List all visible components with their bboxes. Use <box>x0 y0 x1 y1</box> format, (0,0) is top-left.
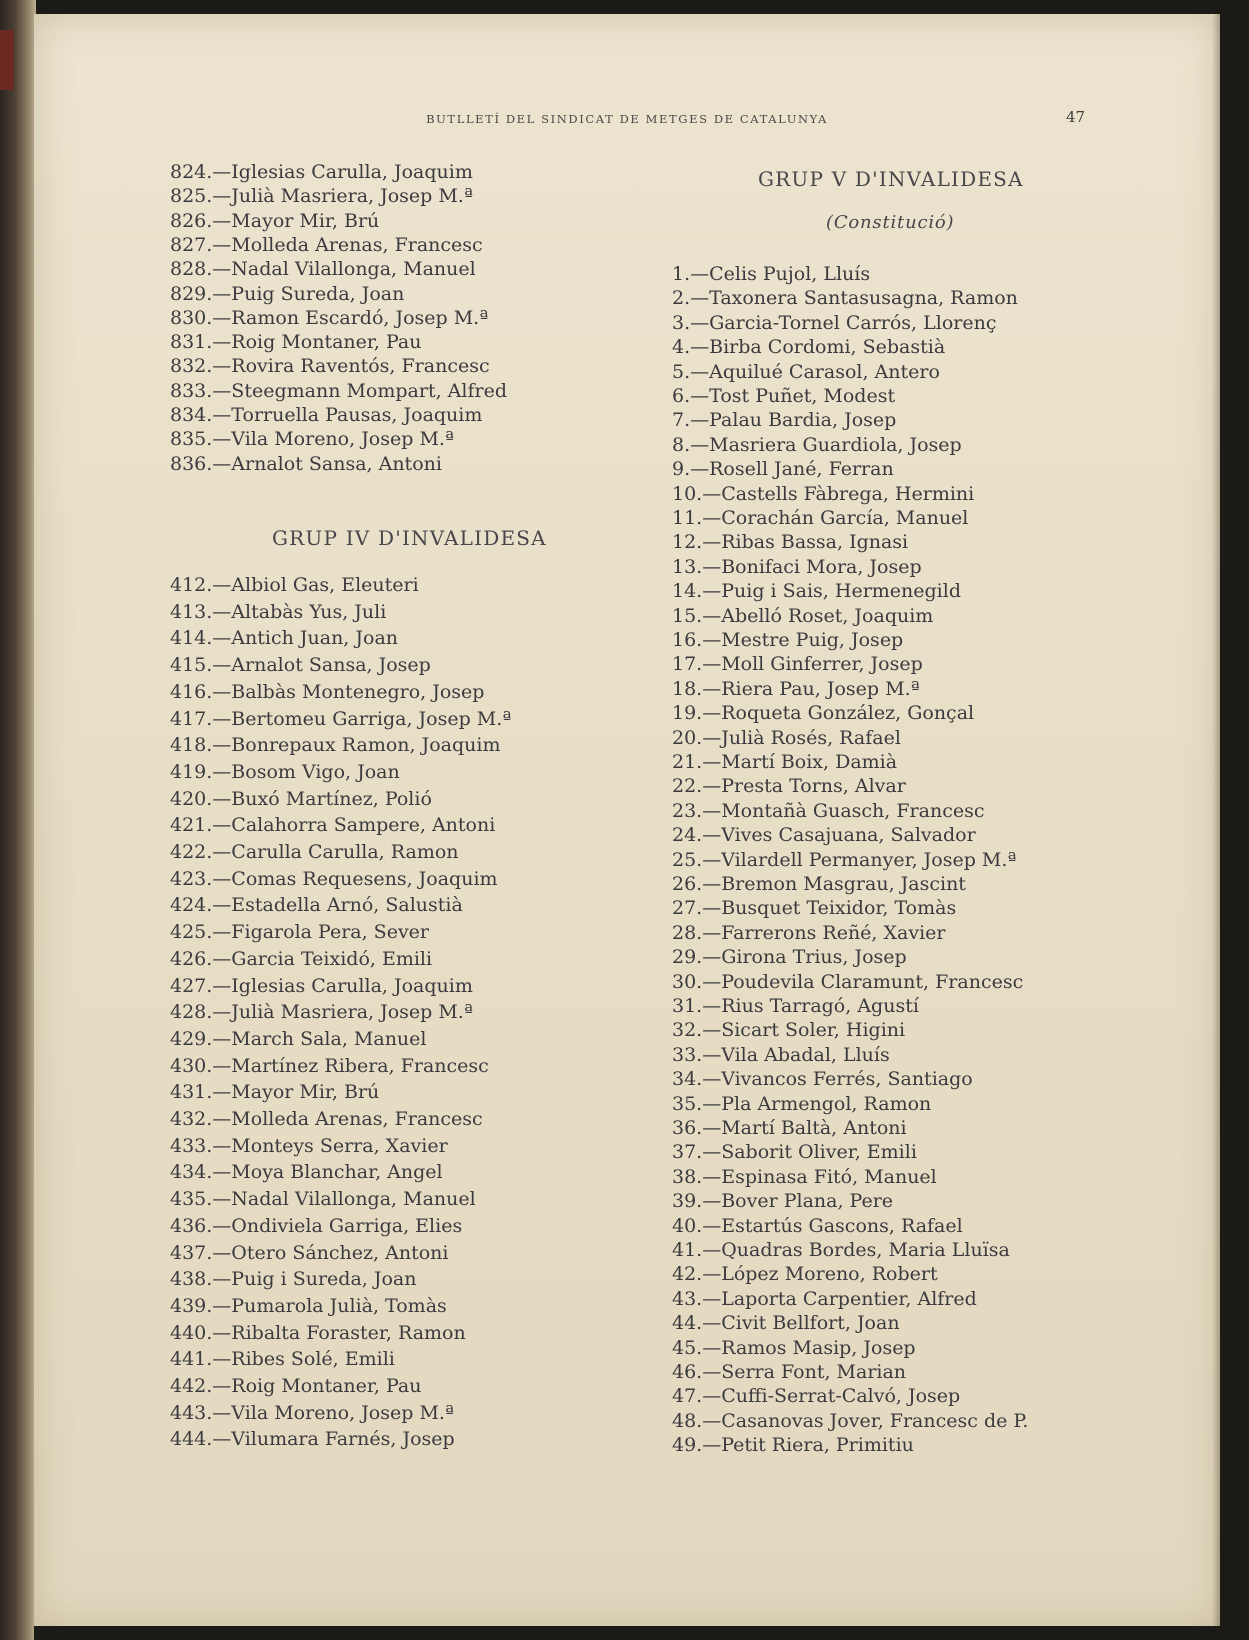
list-entry: 26.—Bremon Masgrau, Jascint <box>672 873 966 895</box>
list-entry: 440.—Ribalta Foraster, Ramon <box>170 1321 466 1344</box>
list-entry: 439.—Pumarola Julià, Tomàs <box>170 1294 447 1317</box>
book-spine-edge <box>0 0 36 1640</box>
list-entry: 434.—Moya Blanchar, Angel <box>170 1161 443 1184</box>
list-entry: 9.—Rosell Jané, Ferran <box>672 458 894 481</box>
list-entry: 18.—Riera Pau, Josep M.ª <box>672 677 920 700</box>
spine-binding-stripe <box>0 30 14 90</box>
list-entry: 32.—Sicart Soler, Higini <box>672 1019 906 1042</box>
list-entry: 38.—Espinasa Fitó, Manuel <box>672 1165 937 1188</box>
list-entry: 419.—Bosom Vigo, Joan <box>170 760 400 783</box>
list-entry: 49.—Petit Riera, Primitiu <box>672 1434 914 1457</box>
running-header-title: BUTLLETÍ DEL SINDICAT DE METGES DE CATALUNYA <box>426 112 828 126</box>
group-v-subheading: (Constitució) <box>826 212 955 233</box>
list-entry: 30.—Poudevila Claramunt, Francesc <box>672 970 1024 993</box>
list-entry: 43.—Laporta Carpentier, Alfred <box>672 1287 977 1310</box>
list-entry: 421.—Calahorra Sampere, Antoni <box>170 814 496 837</box>
list-entry: 827.—Molleda Arenas, Francesc <box>170 233 483 256</box>
list-entry: 432.—Molleda Arenas, Francesc <box>170 1108 483 1130</box>
group-v-heading: GRUP V D'INVALIDESA <box>758 167 1024 191</box>
page-edge-shadow <box>1212 14 1220 1626</box>
list-entry: 31.—Rius Tarragó, Agustí <box>672 995 919 1017</box>
list-entry: 44.—Civit Bellfort, Joan <box>672 1312 900 1335</box>
list-entry: 424.—Estadella Arnó, Salustià <box>170 894 463 917</box>
list-entry: 37.—Saborit Oliver, Emili <box>672 1141 917 1164</box>
list-entry: 412.—Albiol Gas, Eleuteri <box>170 574 419 596</box>
list-entry: 834.—Torruella Pausas, Joaquim <box>170 404 483 426</box>
list-entry: 13.—Bonifaci Mora, Josep <box>672 555 922 578</box>
list-entry: 47.—Cuffi-Serrat-Calvó, Josep <box>672 1385 961 1408</box>
list-entry: 836.—Arnalot Sansa, Antoni <box>170 452 442 475</box>
list-entry: 435.—Nadal Vilallonga, Manuel <box>170 1188 476 1211</box>
page-number: 47 <box>1066 108 1086 126</box>
list-entry: 832.—Rovira Raventós, Francesc <box>170 355 490 378</box>
list-entry: 2.—Taxonera Santasusagna, Ramon <box>672 287 1018 310</box>
list-entry: 826.—Mayor Mir, Brú <box>170 209 380 232</box>
group-iv-heading: GRUP IV D'INVALIDESA <box>272 526 547 550</box>
list-entry: 40.—Estartús Gascons, Rafael <box>672 1214 963 1237</box>
list-entry: 27.—Busquet Teixidor, Tomàs <box>672 897 957 920</box>
list-entry: 46.—Serra Font, Marian <box>672 1361 907 1383</box>
list-entry: 426.—Garcia Teixidó, Emili <box>170 947 433 970</box>
list-entry: 425.—Figarola Pera, Sever <box>170 921 430 944</box>
list-entry: 443.—Vila Moreno, Josep M.ª <box>170 1401 454 1424</box>
list-entry: 15.—Abelló Roset, Joaquim <box>672 604 934 627</box>
list-entry: 437.—Otero Sánchez, Antoni <box>170 1241 449 1264</box>
list-entry: 438.—Puig i Sureda, Joan <box>170 1268 417 1291</box>
list-entry: 422.—Carulla Carulla, Ramon <box>170 841 459 863</box>
list-entry: 431.—Mayor Mir, Brú <box>170 1081 380 1104</box>
list-entry: 423.—Comas Requesens, Joaquim <box>170 867 498 890</box>
list-entry: 824.—Iglesias Carulla, Joaquim <box>170 161 473 183</box>
list-entry: 413.—Altabàs Yus, Juli <box>170 600 387 623</box>
list-entry: 36.—Martí Baltà, Antoni <box>672 1117 907 1139</box>
list-entry: 433.—Monteys Serra, Xavier <box>170 1134 448 1157</box>
list-entry: 19.—Roqueta González, Gonçal <box>672 702 975 725</box>
list-entry: 830.—Ramon Escardó, Josep M.ª <box>170 306 489 329</box>
list-entry: 429.—March Sala, Manuel <box>170 1027 427 1050</box>
list-entry: 3.—Garcia-Tornel Carrós, Llorenç <box>672 311 997 334</box>
list-entry: 16.—Mestre Puig, Josep <box>672 629 904 651</box>
list-entry: 833.—Steegmann Mompart, Alfred <box>170 379 507 402</box>
list-entry: 1.—Celis Pujol, Lluís <box>672 263 871 285</box>
list-entry: 12.—Ribas Bassa, Ignasi <box>672 531 909 554</box>
list-entry: 416.—Balbàs Montenegro, Josep <box>170 680 485 703</box>
list-entry: 436.—Ondiviela Garriga, Elies <box>170 1214 463 1237</box>
list-entry: 14.—Puig i Sais, Hermenegild <box>672 580 961 603</box>
list-entry: 20.—Julià Rosés, Rafael <box>672 726 901 749</box>
list-entry: 45.—Ramos Masip, Josep <box>672 1336 916 1359</box>
list-entry: 442.—Roig Montaner, Pau <box>170 1375 422 1397</box>
list-entry: 41.—Quadras Bordes, Maria Lluïsa <box>672 1239 1010 1261</box>
list-entry: 428.—Julià Masriera, Josep M.ª <box>170 1001 473 1024</box>
list-entry: 29.—Girona Trius, Josep <box>672 946 907 969</box>
list-entry: 33.—Vila Abadal, Lluís <box>672 1043 890 1066</box>
list-entry: 17.—Moll Ginferrer, Josep <box>672 653 923 676</box>
list-entry: 11.—Corachán García, Manuel <box>672 507 969 529</box>
list-entry: 34.—Vivancos Ferrés, Santiago <box>672 1068 973 1091</box>
list-entry: 28.—Farrerons Reñé, Xavier <box>672 921 946 944</box>
list-entry: 835.—Vila Moreno, Josep M.ª <box>170 428 454 451</box>
list-entry: 42.—López Moreno, Robert <box>672 1263 938 1286</box>
list-entry: 4.—Birba Cordomi, Sebastià <box>672 336 946 359</box>
list-entry: 23.—Montañà Guasch, Francesc <box>672 799 985 822</box>
list-entry: 48.—Casanovas Jover, Francesc de P. <box>672 1409 1029 1432</box>
list-entry: 417.—Bertomeu Garriga, Josep M.ª <box>170 707 512 730</box>
list-entry: 444.—Vilumara Farnés, Josep <box>170 1428 455 1451</box>
scan-bottom-margin <box>34 1626 1220 1640</box>
list-entry: 825.—Julià Masriera, Josep M.ª <box>170 185 473 208</box>
list-entry: 25.—Vilardell Permanyer, Josep M.ª <box>672 848 1017 871</box>
list-entry: 5.—Aquilué Carasol, Antero <box>672 360 940 383</box>
list-entry: 415.—Arnalot Sansa, Josep <box>170 654 431 677</box>
document-page <box>34 14 1220 1626</box>
list-entry: 418.—Bonrepaux Ramon, Joaquim <box>170 734 501 757</box>
list-entry: 24.—Vives Casajuana, Salvador <box>672 824 976 847</box>
list-entry: 21.—Martí Boix, Damià <box>672 751 898 773</box>
list-entry: 22.—Presta Torns, Alvar <box>672 775 906 798</box>
list-entry: 39.—Bover Plana, Pere <box>672 1190 894 1213</box>
list-entry: 6.—Tost Puñet, Modest <box>672 385 896 407</box>
list-entry: 430.—Martínez Ribera, Francesc <box>170 1054 489 1077</box>
list-entry: 427.—Iglesias Carulla, Joaquim <box>170 974 473 997</box>
list-entry: 829.—Puig Sureda, Joan <box>170 282 405 305</box>
list-entry: 7.—Palau Bardia, Josep <box>672 409 897 432</box>
list-entry: 35.—Pla Armengol, Ramon <box>672 1092 932 1115</box>
list-entry: 414.—Antich Juan, Joan <box>170 627 399 650</box>
list-entry: 831.—Roig Montaner, Pau <box>170 331 422 354</box>
list-entry: 420.—Buxó Martínez, Polió <box>170 787 432 810</box>
list-entry: 10.—Castells Fàbrega, Hermini <box>672 482 975 505</box>
list-entry: 828.—Nadal Vilallonga, Manuel <box>170 258 476 281</box>
list-entry: 441.—Ribes Solé, Emili <box>170 1348 395 1371</box>
list-entry: 8.—Masriera Guardiola, Josep <box>672 433 962 456</box>
